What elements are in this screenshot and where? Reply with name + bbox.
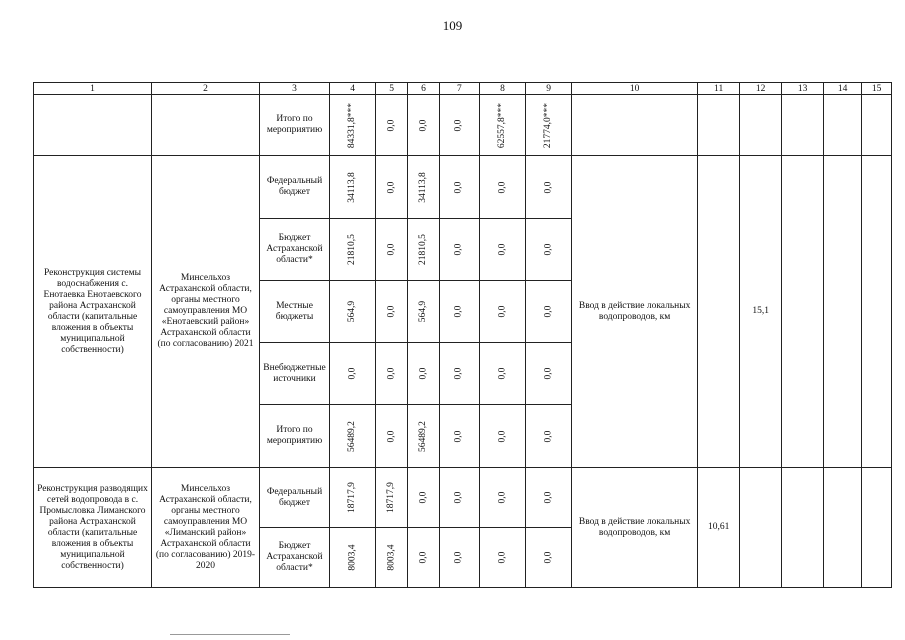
- year-cell: [824, 468, 862, 588]
- value-cell: 0,0: [526, 405, 572, 468]
- value-cell: 0,0: [526, 156, 572, 219]
- value-cell: 0,0: [408, 343, 440, 405]
- year-cell: [782, 468, 824, 588]
- value-cell: 0,0: [479, 281, 525, 343]
- value-cell: 0,0: [439, 528, 479, 588]
- year-cell: [698, 95, 740, 156]
- value-cell: 0,0: [439, 156, 479, 219]
- value-cell: 56489,2: [408, 405, 440, 468]
- measure-cell: Реконструкция разводящих сетей водопровода в с. Промысловка Лиманского района Астраханской области (капитальные вложения в объекты муниципальной собственности): [34, 468, 152, 588]
- source-cell: Итого по мероприятию: [260, 95, 330, 156]
- table-row: [34, 95, 892, 156]
- year-cell: [740, 468, 782, 588]
- source-cell: Местные бюджеты: [260, 281, 330, 343]
- year-cell: 15,1: [740, 156, 782, 468]
- value-cell: 0,0: [526, 343, 572, 405]
- table-row: [34, 468, 892, 528]
- value-cell: 8003,4: [330, 528, 376, 588]
- value-cell: 0,0: [479, 219, 525, 281]
- header-cell: 7: [439, 83, 479, 95]
- header-cell: 4: [330, 83, 376, 95]
- year-cell: [782, 95, 824, 156]
- header-cell: 12: [740, 83, 782, 95]
- source-cell: Федеральный бюджет: [260, 468, 330, 528]
- value-cell: 0,0: [439, 95, 479, 156]
- value-cell: 0,0: [408, 95, 440, 156]
- source-cell: Федеральный бюджет: [260, 156, 330, 219]
- source-cell: Внебюджетные источники: [260, 343, 330, 405]
- measure-cell: [34, 95, 152, 156]
- value-cell: 0,0: [408, 468, 440, 528]
- footnote-divider: [170, 634, 290, 635]
- value-cell: 0,0: [526, 281, 572, 343]
- value-cell: 56489,2: [330, 405, 376, 468]
- value-cell: 0,0: [439, 281, 479, 343]
- year-cell: 10,61: [698, 468, 740, 588]
- header-cell: 6: [408, 83, 440, 95]
- value-cell: 8003,4: [376, 528, 408, 588]
- year-cell: [824, 95, 862, 156]
- value-cell: 0,0: [376, 405, 408, 468]
- value-cell: 0,0: [439, 219, 479, 281]
- source-cell: Бюджет Астраханской области*: [260, 219, 330, 281]
- year-cell: [862, 95, 892, 156]
- header-cell: 10: [572, 83, 698, 95]
- value-cell: 0,0: [526, 468, 572, 528]
- value-cell: 0,0: [439, 343, 479, 405]
- header-cell: 5: [376, 83, 408, 95]
- year-cell: [824, 156, 862, 468]
- year-cell: [862, 156, 892, 468]
- header-cell: 9: [526, 83, 572, 95]
- header-cell: 11: [698, 83, 740, 95]
- executor-cell: [152, 95, 260, 156]
- value-cell: 18717,9: [376, 468, 408, 528]
- value-cell: 0,0: [479, 156, 525, 219]
- value-cell: 0,0: [526, 528, 572, 588]
- measure-cell: Реконструкция системы водоснабжения с. Енотаевка Енотаевского района Астраханской области (капитальные вложения в объекты муниципальной собственности): [34, 156, 152, 468]
- value-cell: 0,0: [479, 405, 525, 468]
- indicator-cell: [572, 95, 698, 156]
- indicator-cell: Ввод в действие локальных водопроводов, км: [572, 156, 698, 468]
- value-cell: 0,0: [330, 343, 376, 405]
- source-cell: Итого по мероприятию: [260, 405, 330, 468]
- value-cell: 0,0: [376, 156, 408, 219]
- header-cell: 15: [862, 83, 892, 95]
- header-cell: 3: [260, 83, 330, 95]
- value-cell: 0,0: [479, 343, 525, 405]
- value-cell: 0,0: [526, 219, 572, 281]
- value-cell: 0,0: [479, 468, 525, 528]
- value-cell: 21810,5: [408, 219, 440, 281]
- year-cell: [740, 95, 782, 156]
- header-cell: 8: [479, 83, 525, 95]
- value-cell: 0,0: [376, 281, 408, 343]
- header-cell: 2: [152, 83, 260, 95]
- value-cell: 21810,5: [330, 219, 376, 281]
- header-cell: 1: [34, 83, 152, 95]
- header-cell: 13: [782, 83, 824, 95]
- value-cell: 0,0: [479, 528, 525, 588]
- indicator-cell: Ввод в действие локальных водопроводов, км: [572, 468, 698, 588]
- table-row: [34, 156, 892, 219]
- value-cell: 564,9: [330, 281, 376, 343]
- year-cell: [862, 468, 892, 588]
- value-cell: 564,9: [408, 281, 440, 343]
- value-cell: 0,0: [376, 95, 408, 156]
- value-cell: 21774,0***: [526, 95, 572, 156]
- value-cell: 0,0: [376, 219, 408, 281]
- value-cell: 62557,8***: [479, 95, 525, 156]
- value-cell: 0,0: [376, 343, 408, 405]
- year-cell: [698, 156, 740, 468]
- budget-table: [33, 82, 892, 588]
- page-number: 109: [442, 18, 463, 33]
- executor-cell: Минсельхоз Астраханской области, органы местного самоуправления МО «Лиманский район» Астраханской области (по согласованию) 2019-2020: [152, 468, 260, 588]
- value-cell: 0,0: [408, 528, 440, 588]
- value-cell: 34113,8: [330, 156, 376, 219]
- source-cell: Бюджет Астраханской области*: [260, 528, 330, 588]
- header-cell: 14: [824, 83, 862, 95]
- year-cell: [782, 156, 824, 468]
- executor-cell: Минсельхоз Астраханской области, органы местного самоуправления МО «Енотаевский район» Астраханской области (по согласованию) 2021: [152, 156, 260, 468]
- header-row: [34, 83, 892, 95]
- value-cell: 0,0: [439, 468, 479, 528]
- value-cell: 0,0: [439, 405, 479, 468]
- value-cell: 84331,8***: [330, 95, 376, 156]
- value-cell: 18717,9: [330, 468, 376, 528]
- value-cell: 34113,8: [408, 156, 440, 219]
